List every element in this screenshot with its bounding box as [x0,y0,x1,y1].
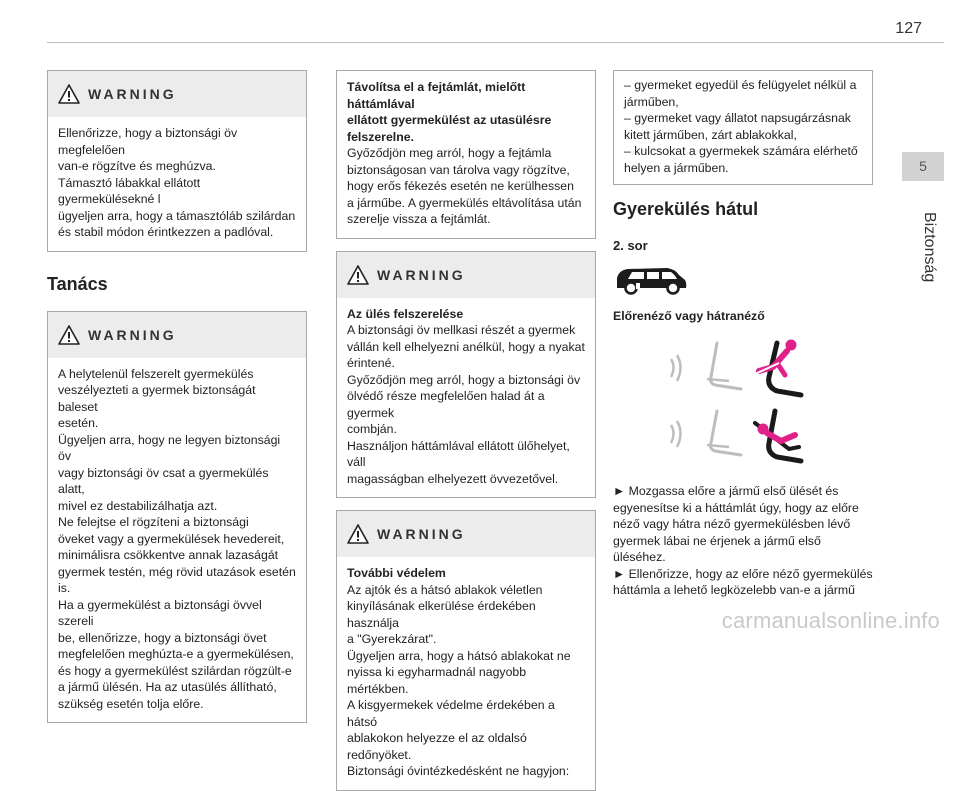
text-line: Az ajtók és a hátsó ablakok véletlen [347,582,543,597]
text-line: Biztonsági óvintézkedésként ne hagyjon: [347,764,570,778]
warning-box-3 [336,251,596,499]
warning-lead: További védelem [347,566,446,580]
warning-triangle-icon [347,524,369,544]
chapter-label-text: Biztonság [921,212,938,283]
instructions [613,483,873,599]
warning-header [337,511,595,557]
text-line: ablakokon helyezze el az oldalsó redőnyöket. [347,731,527,762]
warning-body [48,358,306,723]
text-line: Ügyeljen arra, hogy ne legyen biztonsági öv [58,432,281,463]
text-line: megfelelően meghúzta-e a gyermekülésen, [58,647,294,661]
text-line: combján. [347,422,397,436]
text-line: kitett járműben, zárt ablakokkal, [624,127,797,142]
text-line: van-e rögzítve és meghúzva. [58,159,216,173]
text-line: Használjon háttámlával ellátott ülőhelyet, váll [347,438,570,469]
note-body [614,71,872,184]
text-line: háttámla a lehető legközelebb van-e a jármű [613,583,855,597]
text-line: a "Gyerekzárat". [347,632,437,646]
text-line: ügyeljen arra, hogy a támasztóláb szilárdan [58,208,296,223]
text-line: a jármű ülésén. Ha az utasülés állítható, [58,680,277,694]
text-line: minimálisra csökkentve annak lazaságát [58,548,279,562]
text-line: esetén. [58,416,99,430]
text-line: szükség esetén tolja előre. [58,696,204,711]
note-lead: Távolítsa el a fejtámlát, mielőtt háttámlával [347,80,526,111]
text-line: hogy erős fékezés esetén ne kerülhessen [347,179,574,193]
warning-header [48,312,306,358]
text-line: A biztonsági öv mellkasi részét a gyermek [347,323,576,337]
section-title-tanacs: Tanács [47,273,108,294]
text-line: vállán kell elhelyezni anélkül, hogy a nyakat [347,339,585,354]
text-line: járműben, [624,94,679,109]
warning-body [48,117,306,251]
text-line: egyenesítse ki a háttámlát úgy, hogy az előre [613,500,859,515]
warning-lead: Az ülés felszerelése [347,306,464,321]
top-rule [47,42,944,43]
chapter-tab[interactable]: 5 [902,152,944,181]
text-line: gyermek testén, még rövid utazások esetén [58,564,296,579]
text-line: – gyermeket vagy állatot napsugárzásnak [624,111,851,125]
warning-title: WARNING [88,86,177,102]
warning-box-2 [47,311,307,724]
text-line: nyissa ki egyharmadnál nagyobb mértékben. [347,665,527,696]
note-lead: ellátott gyermekülést az utasülésre [347,113,552,127]
text-line: – kulcsokat a gyermekek számára elérhető [624,144,858,158]
text-line: Ha a gyermekülést a biztonsági övvel szereli [58,597,262,628]
row-label: 2. sor [613,238,648,253]
watermark: carmanualsonline.info [721,608,940,633]
text-line: Győződjön meg arról, hogy a biztonsági öv [347,372,581,387]
text-line: magasságban elhelyezett övvezetővel. [347,471,559,486]
text-line: ölvédő része megfelelően halad át a gyermek [347,389,545,420]
text-line: helyen a járműben. [624,160,729,175]
warning-header [48,71,306,117]
text-line: érintené. [347,356,395,370]
text-line: veszélyezteti a gyermek biztonságát baleset [58,383,256,414]
text-line: Ügyeljen arra, hogy a hátsó ablakokat ne [347,648,571,663]
text-line: szerelje vissza a fejtámlát. [347,212,491,226]
text-line: biztonságosan van tárolva vagy rögzítve, [347,162,570,177]
chapter-label [918,212,938,332]
text-line: ► Ellenőrizze, hogy az előre néző gyermekülés [613,566,873,581]
text-line: Ne felejtse el rögzíteni a biztonsági [58,515,249,529]
text-line: Támasztó lábakkal ellátott gyermekülésekné l [58,175,201,206]
note-box-1 [336,70,596,239]
warning-body [337,298,595,498]
column-2 [336,70,596,791]
warning-title: WARNING [88,326,177,343]
text-line: a járműbe. A gyermekülés eltávolítása után [347,195,582,210]
text-line: Ellenőrizze, hogy a biztonsági öv megfelelően [58,126,238,157]
text-line: A helytelenül felszerelt gyermekülés [58,366,254,381]
text-line: néző vagy hátra néző gyermekülésben lévő [613,517,851,531]
warning-box-1 [47,70,307,252]
note-body [337,71,595,238]
text-line: vagy biztonsági öv csat a gyermekülés alatt, [58,465,269,496]
car-icon [613,263,689,297]
page-number: 127 [895,20,922,37]
subhead-orientation: Előrenéző vagy hátranéző [613,309,765,323]
text-line: kinyílásának elkerülése érdekében használja [347,599,536,630]
seat-forward-icon [649,337,809,401]
text-line: és stabil módon érintkezzen a padlóval. [58,225,274,239]
text-line: Győződjön meg arról, hogy a fejtámla [347,146,552,160]
text-line: gyermek lábai ne érjenek a jármű első üléséhez. [613,533,821,564]
text-line: ► Mozgassa előre a jármű első ülését és [613,484,839,498]
text-line: és hogy a gyermekülést szilárdan rögzült-e [58,663,292,678]
warning-body [337,557,595,790]
text-line: mivel ez destabilizálhatja azt. [58,498,218,513]
warning-triangle-icon [58,84,80,104]
text-line: A kisgyermekek védelme érdekében a hátsó [347,698,555,729]
warning-box-4 [336,510,596,791]
warning-title: WARNING [377,526,466,542]
warning-header [337,252,595,298]
column-1 [47,70,307,723]
note-lead: felszerelne. [347,129,414,144]
text-line: be, ellenőrizze, hogy a biztonsági övet [58,630,267,645]
text-line: is. [58,581,71,595]
note-box-2 [613,70,873,185]
warning-title: WARNING [377,266,466,283]
section-title-rear-seat: Gyerekülés hátul [613,199,759,219]
text-line: öveket vagy a gyermekülések hevedereit, [58,531,285,546]
seat-rearward-icon [649,407,809,471]
column-3 [613,70,873,599]
warning-triangle-icon [347,265,369,285]
text-line: – gyermeket egyedül és felügyelet nélkül a [624,78,857,92]
warning-triangle-icon [58,325,80,345]
